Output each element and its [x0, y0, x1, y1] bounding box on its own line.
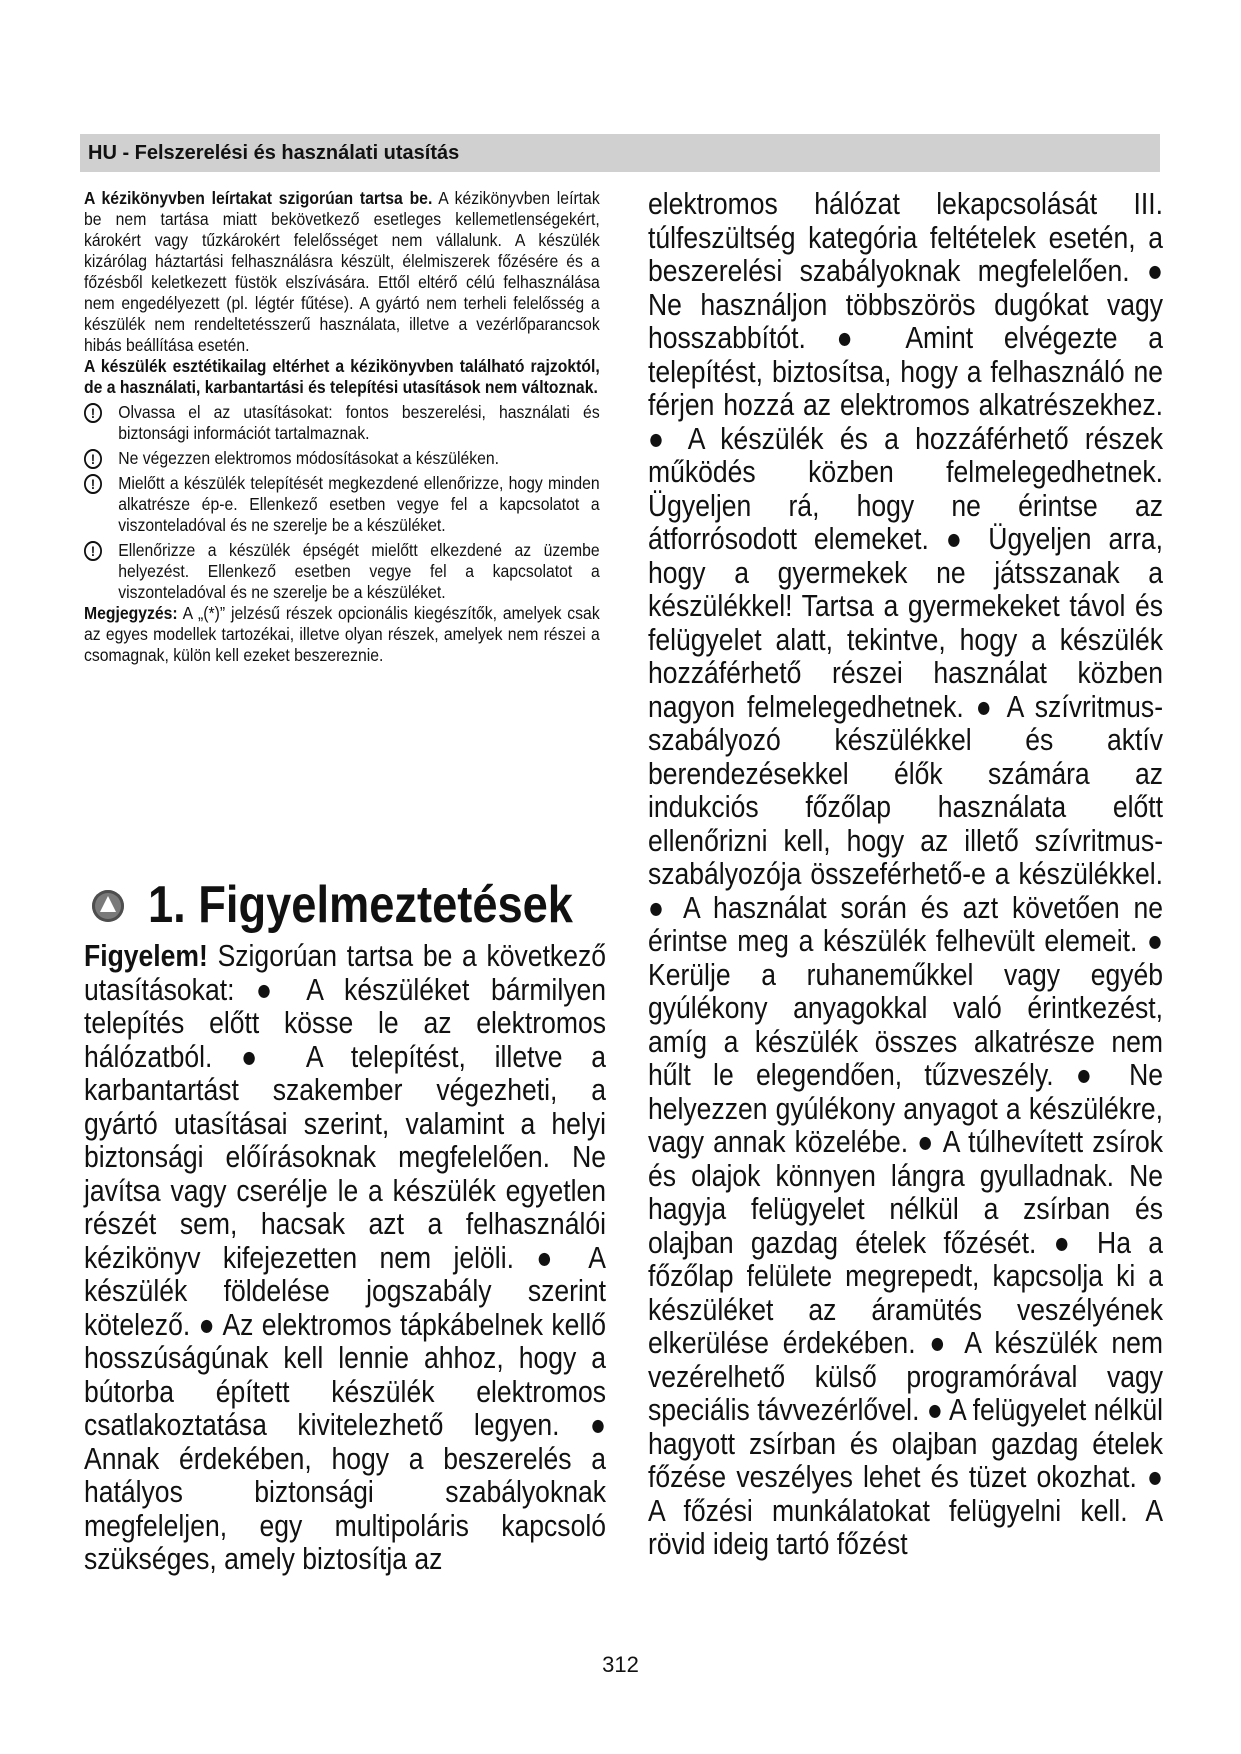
warning-circle-icon: ! — [84, 541, 102, 561]
header-title: HU - Felszerelési és használati utasítás — [88, 142, 460, 164]
note-paragraph — [84, 603, 600, 666]
section-text-left — [84, 940, 606, 1577]
warning-text: Mielőtt a készülék telepítését megkezdené ellenőrizze, hogy minden alkatrésze ép-e. Ellenkező esetben vegye fel a kapcsolatot a viszonteladóval és ne szerelje be a készüléket. — [118, 473, 600, 535]
header-bar — [80, 134, 1160, 172]
warning-text: Olvassa el az utasításokat: fontos beszerelési, használati és biztonsági információt tartalmaznak. — [118, 402, 600, 443]
note-text: A „(*)” jelzésű részek opcionális kiegészítők, amelyek csak az egyes modellek tartozékai, illetve olyan részek, amelyek nem részei a csomagnak, külön kell ezeket beszereznie. — [84, 603, 600, 665]
warning-item — [84, 473, 600, 536]
aesthetic-note: A készülék esztétikailag eltérhet a kézikönyvben található rajzoktól, de a használati, karbantartási és telepítési utasítások nem változnak. — [84, 356, 600, 397]
warning-item — [84, 448, 600, 469]
section-left-text: Szigorúan tartsa be a következő utasításokat: ● A készüléket bármilyen telepítés előtt kösse le az elektromos hálózatból. ● A telepítést, illetve a karbantartást szakember végezheti, a gyártó utasításai szerint, valamint a helyi biztonsági előírásoknak megfelelően. Ne javítsa vagy cserélje le a készülék egyetlen részét sem, hacsak azt a felhasználói kézikönyv kifejezetten nem jelöli. ● A készülék földelése jogszabály szerint kötelező. ● Az elektromos tápkábelnek kellő hosszúságúnak kell lennie ahhoz, hogy a bútorba épített készülék elektromos csatlakoztatása kivitelezhető legyen. ● Annak érdekében, hogy a beszerelés a hatályos biztonsági szabályoknak megfeleljen, egy multipoláris kapcsoló szükséges, amely biztosítja az — [84, 939, 606, 1576]
intro-column — [84, 188, 600, 666]
section-text-right — [648, 188, 1163, 1562]
warning-item — [84, 402, 600, 444]
intro-lead-text: A kézikönyvben leírtak be nem tartása miatt bekövetkező esetleges kellemetlenségekért, károkért vagy tűzkárokért felelősséget nem vállalunk. A készülék kizárólag háztartási felhasználásra készült, élelmiszerek főzésére és a főzésből keletkezett füstök elszívására. Ettől eltérő célú felhasználása nem engedélyezett (pl. légtér fűtése). A gyártó nem terheli felelősség a készülék nem rendeltetésszerű használata, illetve a vezérlőparancsok hibás beállítása esetén. — [84, 188, 600, 355]
warning-item — [84, 540, 600, 603]
warning-circle-icon: ! — [84, 449, 102, 469]
intro-paragraph — [84, 188, 600, 356]
intro-block — [84, 188, 600, 666]
warning-text: Ellenőrizze a készülék épségét mielőtt elkezdené az üzembe helyezést. Ellenkező esetben vegye fel a kapcsolatot a viszonteladóval és ne szerelje be a készüléket. — [118, 540, 600, 602]
note-label: Megjegyzés: — [84, 603, 178, 623]
warning-circle-icon: ! — [84, 403, 102, 423]
page-number: 312 — [602, 1652, 639, 1677]
section-title: 1. Figyelmeztetések — [148, 876, 573, 934]
intro-lead-bold: A kézikönyvben leírtakat szigorúan tartsa be. — [84, 188, 433, 208]
warning-circle-icon: ! — [84, 474, 102, 494]
section-lead-bold: Figyelem! — [84, 939, 208, 973]
warning-text: Ne végezzen elektromos módosításokat a készüléken. — [118, 448, 500, 468]
warning-triangle-icon — [92, 890, 124, 922]
section-right-text: elektromos hálózat lekapcsolását III. túlfeszültség kategória feltételek esetén, a beszerelési szabályoknak megfelelően. ● Ne használjon többszörös dugókat vagy hosszabbítót. ● Amint elvégezte a telepítést, biztosítsa, hogy a felhasználó ne férjen hozzá az elektromos alkatrészekhez. ● A készülék és a hozzáférhető részek működés közben felmelegedhetnek. Ügyeljen rá, hogy ne érintse az átforrósodott elemeket. ● Ügyeljen arra, hogy a gyermekek ne játsszanak a készülékkel! Tartsa a gyermekeket távol és felügyelet alatt, tekintve, hogy a készülék hozzáférhető részei használat közben nagyon felmelegedhetnek. ● A szívritmus-szabályozó készülékkel és aktív berendezésekkel élők számára az indukciós főzőlap használata előtt ellenőrizni kell, hogy az illető szívritmus-szabályozója összeférhető-e a készülékkel. ● A használat során és azt követően ne érintse meg a készülék felhevült elemeit. ● Kerülje a ruhaneműkkel vagy egyéb gyúlékony anyagokkal való érintkezést, amíg a készülék összes alkatrésze nem hűlt le elegendően, tűzveszély. ● Ne helyezzen gyúlékony anyagot a készülékre, vagy annak közelébe. ● A túlhevített zsírok és olajok könnyen lángra gyulladnak. Ne hagyja felügyelet nélkül a zsírban és olajban gazdag ételek főzését. ● Ha a főzőlap felülete megrepedt, kapcsolja ki a készüléket az áramütés veszélyének elkerülése érdekében. ● A készülék nem vezérelhető külső programórával vagy speciális távvezérlővel. ● A felügyelet nélkül hagyott zsírban és olajban gazdag ételek főzése veszélyes lehet és tüzet okozhat. ● A főzési munkálatokat felügyelni kell. A rövid ideig tartó főzést — [648, 187, 1164, 1561]
